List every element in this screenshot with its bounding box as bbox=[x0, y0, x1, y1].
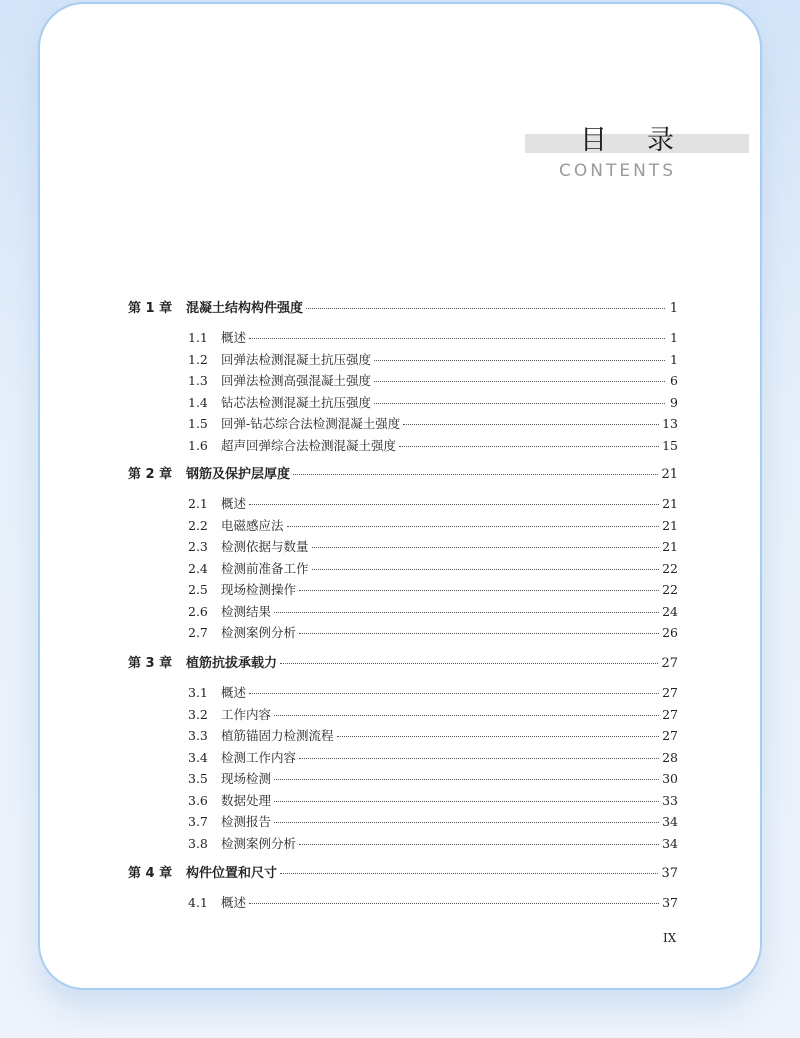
chapter-page: 21 bbox=[661, 467, 678, 482]
section-number: 1.2 bbox=[188, 351, 208, 367]
section-title: 检测依据与数量 bbox=[221, 539, 309, 554]
dot-leader bbox=[274, 612, 659, 613]
section-page: 21 bbox=[662, 517, 678, 533]
section-title: 检测工作内容 bbox=[221, 749, 297, 765]
dot-leader bbox=[249, 903, 659, 904]
section-title: 钻芯法检测混凝土抗压强度 bbox=[221, 394, 372, 410]
section-page: 28 bbox=[662, 749, 678, 765]
section-title: 植筋锚固力检测流程 bbox=[221, 728, 334, 743]
toc-section-row[interactable] bbox=[188, 748, 678, 766]
section-page: 24 bbox=[662, 603, 678, 619]
section-number: 3.1 bbox=[188, 685, 208, 700]
chapter-title: 混凝土结构构件强度 bbox=[186, 301, 304, 316]
page-number: IX bbox=[663, 931, 677, 945]
section-title: 工作内容 bbox=[221, 706, 272, 722]
dot-leader bbox=[274, 715, 659, 716]
section-page: 37 bbox=[662, 895, 678, 910]
dot-leader bbox=[274, 801, 659, 802]
toc-section-row[interactable] bbox=[188, 393, 678, 411]
section-number: 1.5 bbox=[188, 416, 208, 431]
section-page: 13 bbox=[662, 416, 678, 431]
section-number: 4.1 bbox=[188, 895, 208, 910]
chapter-number: 第 3 章 bbox=[128, 656, 173, 671]
toc-section-row[interactable] bbox=[188, 537, 678, 555]
dot-leader bbox=[374, 403, 665, 404]
chapter-title: 构件位置和尺寸 bbox=[186, 866, 278, 881]
section-page: 21 bbox=[662, 539, 678, 554]
page-title: 目录 bbox=[580, 125, 714, 156]
section-number: 3.5 bbox=[188, 771, 208, 786]
toc-chapter-row[interactable] bbox=[128, 862, 678, 881]
section-title: 检测结果 bbox=[221, 603, 272, 619]
section-page: 26 bbox=[662, 625, 678, 640]
dot-leader bbox=[306, 308, 665, 309]
section-title: 概述 bbox=[221, 496, 247, 511]
section-number: 2.3 bbox=[188, 539, 208, 554]
toc-section-row[interactable] bbox=[188, 705, 678, 723]
chapter-page: 27 bbox=[661, 656, 678, 671]
toc-section-row[interactable] bbox=[188, 769, 678, 787]
toc-section-row[interactable] bbox=[188, 516, 678, 534]
section-number: 3.4 bbox=[188, 749, 208, 765]
dot-leader bbox=[249, 338, 665, 339]
dot-leader bbox=[274, 779, 659, 780]
section-page: 27 bbox=[662, 706, 678, 722]
section-title: 回弹法检测高强混凝土强度 bbox=[221, 373, 372, 388]
section-number: 1.3 bbox=[188, 373, 208, 388]
toc-section-row[interactable] bbox=[188, 623, 678, 641]
section-title: 概述 bbox=[221, 895, 247, 910]
section-title: 回弹-钻芯综合法检测混凝土强度 bbox=[221, 416, 401, 431]
section-page: 27 bbox=[662, 685, 678, 700]
section-title: 现场检测操作 bbox=[221, 582, 297, 597]
toc-section-row[interactable] bbox=[188, 494, 678, 512]
dot-leader bbox=[399, 446, 659, 447]
page-subtitle: CONTENTS bbox=[559, 161, 676, 181]
chapter-page: 1 bbox=[669, 301, 678, 316]
section-page: 1 bbox=[670, 351, 678, 367]
toc-section-row[interactable] bbox=[188, 436, 678, 454]
chapter-title: 钢筋及保护层厚度 bbox=[186, 467, 291, 482]
toc-section-row[interactable] bbox=[188, 683, 678, 701]
chapter-title: 植筋抗拔承载力 bbox=[186, 656, 278, 671]
dot-leader bbox=[249, 693, 659, 694]
section-title: 概述 bbox=[221, 330, 247, 345]
section-title: 检测案例分析 bbox=[221, 625, 297, 640]
dot-leader bbox=[249, 504, 659, 505]
dot-leader bbox=[274, 822, 659, 823]
dot-leader bbox=[403, 424, 659, 425]
toc-section-row[interactable] bbox=[188, 328, 678, 346]
section-number: 3.2 bbox=[188, 706, 208, 722]
toc-section-row[interactable] bbox=[188, 791, 678, 809]
chapter-page: 37 bbox=[661, 866, 678, 881]
section-title: 现场检测 bbox=[221, 771, 272, 786]
section-page: 6 bbox=[670, 373, 678, 388]
dot-leader bbox=[299, 633, 659, 634]
section-page: 15 bbox=[662, 437, 678, 453]
section-number: 3.6 bbox=[188, 792, 208, 808]
toc-section-row[interactable] bbox=[188, 834, 678, 852]
section-page: 34 bbox=[662, 835, 678, 851]
dot-leader bbox=[299, 590, 659, 591]
dot-leader bbox=[293, 474, 658, 475]
toc-section-row[interactable] bbox=[188, 580, 678, 598]
dot-leader bbox=[337, 736, 660, 737]
section-number: 3.8 bbox=[188, 835, 208, 851]
chapter-number: 第 1 章 bbox=[128, 301, 173, 316]
section-page: 22 bbox=[662, 582, 678, 597]
section-number: 2.4 bbox=[188, 560, 208, 576]
toc-chapter-row[interactable] bbox=[128, 463, 678, 482]
toc-section-row[interactable] bbox=[188, 726, 678, 744]
section-number: 1.1 bbox=[188, 330, 208, 345]
dot-leader bbox=[374, 360, 665, 361]
toc-section-row[interactable] bbox=[188, 559, 678, 577]
chapter-number: 第 2 章 bbox=[128, 467, 173, 482]
section-page: 33 bbox=[662, 792, 678, 808]
toc-section-row[interactable] bbox=[188, 371, 678, 389]
toc-chapter-row[interactable] bbox=[128, 652, 678, 671]
section-number: 1.4 bbox=[188, 394, 208, 410]
section-page: 27 bbox=[662, 728, 678, 743]
section-number: 1.6 bbox=[188, 437, 208, 453]
dot-leader bbox=[299, 758, 659, 759]
dot-leader bbox=[312, 569, 660, 570]
section-title: 数据处理 bbox=[221, 792, 272, 808]
section-number: 2.2 bbox=[188, 517, 208, 533]
section-page: 1 bbox=[670, 330, 678, 345]
section-page: 34 bbox=[662, 814, 678, 829]
toc-section-row[interactable] bbox=[188, 602, 678, 620]
dot-leader bbox=[280, 663, 658, 664]
section-page: 21 bbox=[662, 496, 678, 511]
section-title: 概述 bbox=[221, 685, 247, 700]
dot-leader bbox=[280, 873, 658, 874]
toc-chapter-row[interactable] bbox=[128, 297, 678, 316]
section-number: 3.3 bbox=[188, 728, 208, 743]
section-title: 电磁感应法 bbox=[221, 517, 284, 533]
section-page: 22 bbox=[662, 560, 678, 576]
toc-section-row[interactable] bbox=[188, 893, 678, 911]
section-title: 回弹法检测混凝土抗压强度 bbox=[221, 351, 372, 367]
toc-section-row[interactable] bbox=[188, 350, 678, 368]
toc-section-row[interactable] bbox=[188, 812, 678, 830]
dot-leader bbox=[299, 844, 659, 845]
dot-leader bbox=[312, 547, 660, 548]
section-page: 30 bbox=[662, 771, 678, 786]
section-page: 9 bbox=[670, 394, 678, 410]
section-title: 超声回弹综合法检测混凝土强度 bbox=[221, 437, 397, 453]
dot-leader bbox=[374, 381, 665, 382]
section-title: 检测报告 bbox=[221, 814, 272, 829]
section-number: 3.7 bbox=[188, 814, 208, 829]
toc-section-row[interactable] bbox=[188, 414, 678, 432]
section-number: 2.7 bbox=[188, 625, 208, 640]
section-number: 2.1 bbox=[188, 496, 208, 511]
chapter-number: 第 4 章 bbox=[128, 866, 173, 881]
section-number: 2.5 bbox=[188, 582, 208, 597]
dot-leader bbox=[287, 526, 660, 527]
section-title: 检测前准备工作 bbox=[221, 560, 309, 576]
section-title: 检测案例分析 bbox=[221, 835, 297, 851]
section-number: 2.6 bbox=[188, 603, 208, 619]
